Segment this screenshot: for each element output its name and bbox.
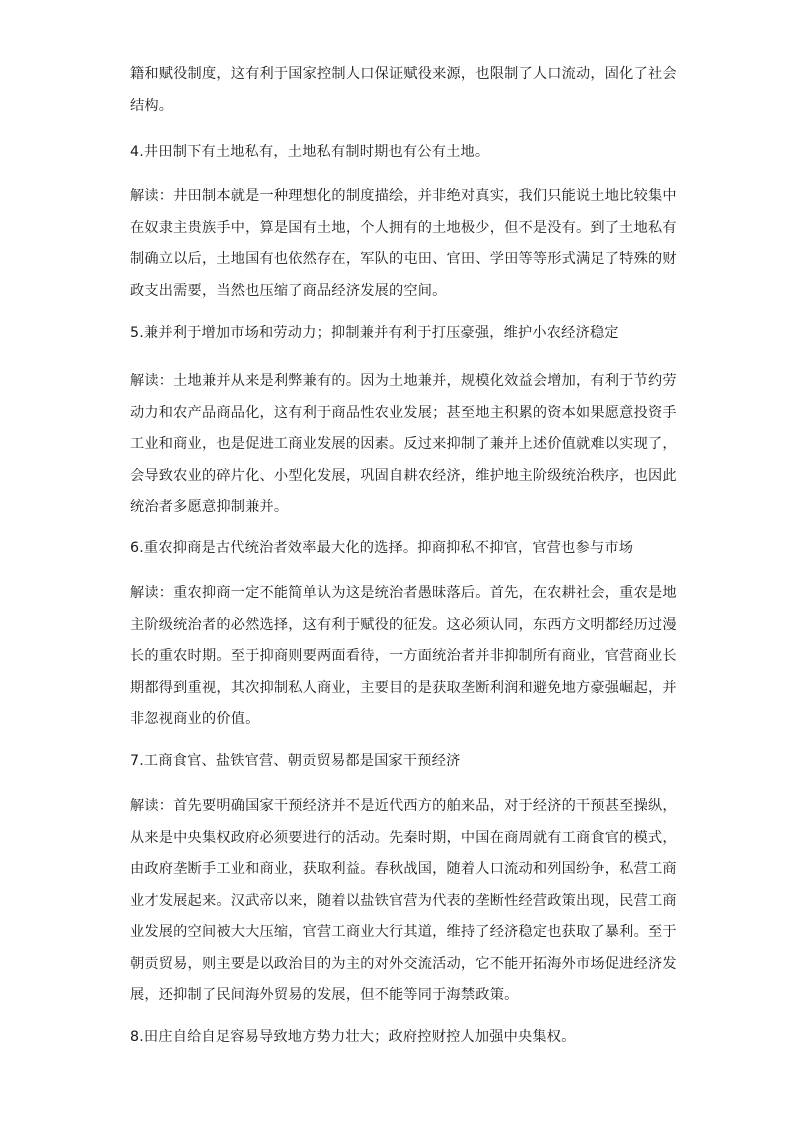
text-line: 从来是中央集权政府必须要进行的活动。先秦时期，中国在商周就有工商食官的模式，: [130, 829, 677, 846]
point-heading-5: [130, 318, 675, 350]
text-line: 4.井田制下有土地私有，土地私有制时期也有公有土地。: [130, 144, 490, 160]
text-line: 工业和商业，也是促进工商业发展的因素。反过来抑制了兼并上述价值就难以实现了，: [130, 436, 677, 452]
text-line: 7.工商食官、盐铁官营、朝贡贸易都是国家干预经济: [130, 753, 461, 769]
text-line: 由政府垄断手工业和商业，获取利益。春秋战国，随着人口流动和列国纷争，私营工商: [130, 861, 677, 877]
point-heading-6: [130, 533, 675, 565]
text-line: 非忽视商业的价值。: [130, 711, 260, 727]
point-heading-8: [130, 1022, 675, 1054]
text-line: 朝贡贸易，则主要是以政治目的为主的对外交流活动，它不能开拓海外市场促进经济发: [130, 955, 677, 972]
text-line: 解读：首先要明确国家干预经济并不是近代西方的舶来品，对于经济的干预甚至操纵，: [130, 798, 677, 814]
text-line: 动力和农产品商品化，这有利于商品性农业发展；甚至地主积累的资本如果愿意投资手: [130, 404, 677, 421]
text-line: 结构。: [130, 97, 174, 114]
point-heading-7: [130, 746, 675, 778]
text-line: 在奴隶主贵族手中，算是国有土地，个人拥有的土地极少，但不是没有。到了土地私有: [130, 219, 677, 236]
text-line: 解读：土地兼并从来是利弊兼有的。因为土地兼并，规模化效益会增加，有利于节约劳: [130, 373, 677, 389]
text-line: 期都得到重视，其次抑制私人商业，主要目的是获取垄断利润和避免地方豪强崛起，并: [130, 679, 677, 696]
text-line: 籍和赋役制度，这有利于国家控制人口保证赋役来源，也限制了人口流动，固化了社会: [130, 66, 677, 82]
text-line: 5.兼并利于增加市场和劳动力；抑制兼并有利于打压豪强，维护小农经济稳定: [130, 325, 619, 341]
text-line: 会导致农业的碎片化、小型化发展，巩固自耕农经济，维护地主阶级统治秩序，也因此: [130, 467, 677, 484]
continuation-paragraph: [130, 59, 675, 122]
text-line: 长的重农时期。至于抑商则要两面看待，一方面统治者并非抑制所有商业，官营商业长: [130, 648, 677, 664]
text-line: 制确立以后，土地国有也依然存在，军队的屯田、官田、学田等等形式满足了特殊的财: [130, 251, 677, 267]
text-line: 政支出需要，当然也压缩了商品经济发展的空间。: [130, 282, 447, 299]
text-line: 业发展的空间被大大压缩，官营工商业大行其道，维持了经济稳定也获取了暴利。至于: [130, 924, 677, 940]
text-line: 主阶级统治者的必然选择，这有利于赋役的征发。这必须认同，东西方文明都经历过漫: [130, 616, 677, 633]
text-line: 解读：重农抑商一定不能简单认为这是统治者愚昧落后。首先，在农耕社会，重农是地: [130, 585, 677, 601]
text-line: 业才发展起来。汉武帝以来，随着以盐铁官营为代表的垄断性经营政策出现，民营工商: [130, 892, 677, 909]
analysis-paragraph-5: [130, 366, 675, 524]
analysis-paragraph-7: [130, 791, 675, 1012]
text-line: 展，还抑制了民间海外贸易的发展，但不能等同于海禁政策。: [130, 987, 519, 1003]
point-heading-4: [130, 137, 675, 169]
analysis-paragraph-4: [130, 181, 675, 307]
text-line: 统治者多愿意抑制兼并。: [130, 499, 289, 515]
text-line: 8.田庄自给自足容易导致地方势力壮大；政府控财控人加强中央集权。: [130, 1029, 576, 1045]
text-line: 6.重农抑商是古代统治者效率最大化的选择。抑商抑私不抑官，官营也参与市场: [130, 540, 634, 556]
analysis-paragraph-6: [130, 578, 675, 736]
text-line: 解读：井田制本就是一种理想化的制度描绘，并非绝对真实，我们只能说土地比较集中: [130, 188, 677, 204]
